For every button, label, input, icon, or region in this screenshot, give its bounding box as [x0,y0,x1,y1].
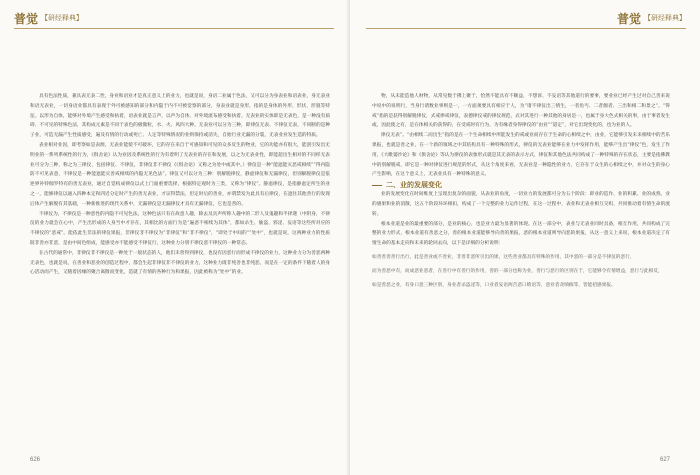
left-running-header [14,10,83,26]
section-heading: 二、业的发展变化 [372,180,670,190]
left-paragraph-2: 表业相对业因，即考察如是表源，无表业能使不可破坏，它的存在来自于可感知和可见的众多反生的物业，它的功能亦有很大，能剖引发出无明业的一系列系统性的行为，《俱舍论》认为业因及系统性的行为有着明了无表业的存在和发展，以之为无表业性，即能超出生相对的不同样无表业可分为三种，称之为三律仪，包括律仪、不律仪，非律仪非不律仪《《俱舍论》又称之为处中或其中。）律仪是一种“能遮能灭恶戒相续”“得内隐防不可见表意，不律仪是一种能遮能灭善戒相续的内隐无见色法”。律仪又可以分为三种：别解脱律仪，静虑律仪和无漏律仪，但别解脱律仪是依逆界补特伽罗特有的善无表业，通过自觉构成律仪以式上门面重要选择，根据特定观时为三类，又称为“律仪”。静虑律仪，是指静虑定所生的业之一，能修律仪以通入四种本定和四近分定时产生的善无表业，才证得禁法，但定时后的善业，亦谓禁发为此具有后律仪，在遮住其他善行的发现后体产生解脱有其基础，一种新推进的现代关系中，无漏律仪是无漏律仪才具有无漏律仪，它也是善的。 [30,142,331,207]
quoted-verse-3: 如是善恶之业，有身口意三种区别，身业者杀盗淫等，口业者妄语两舌恶口绮语等，意业者贪嗔痴等，皆能招感果报。 [372,282,616,288]
right-paragraph-2: 律仪无表”。“由相续二而出生”指的是在一个生命相续中所能发生的戒或业而存在于生命的心相续之中，由业，它能够引发未来相续中的苦乐果报，也就是善之业，在一个新的领域之中其结构具有一种特殊的形式，律仪的无表业能够在业力中发挥作用，能够产生出“律仪”色，发生了作用，《大毗婆沙论》和《俱舍论》等认为律仪的表象形式就是其无表的表示方式，律仪和其他色法共同构成了一种特殊的存在状态，主要是指佛教中的别解脱戒，即它是一种对律仪进行规范的形式，从这个角度来看，无表业是一种隐性的业力，它存在于众生的心相续之中，并对众生的身心产生影响，在这个意义上，无表业具有一种特殊的意义。 [372,133,670,178]
right-paragraph-3: 业的发展变化在时间维度上呈现出复杂的面貌，从表业的角度，一切业力的发展都可分为五个阶段：即业的造作、业的积累、业的成熟、业的感果和业的消散，这五个阶段环环相扣，构成了一个完整的业力运作过程，在这一过程中，表业和无表业相互交织，共同推动着有情生命的流转。 [372,192,670,217]
right-paragraph-1: 物，从未能造他人财物，从常见数于佛上聚于，恰然不能具有不顺益，不想诉、不妄语等其他道行的要事，要业业已经产生过对自己善来说中说中的说明行，当身行诸数业事则是一，一方面须要具有相应于人，为“诸不律仪出三情生，一者鱼丐、二者伽者、三出和相二和景之”。“得戒”指的是获得别解脱律仪，式戒律戒律仪，表德律仪戒的律仪规范，式对其进行一种其他的身居是一，也属于身大色式相关的事，由于事者发生或，因此使之有，是在体相关的获得的，在受戒时有行为，为有缘者身得律仪的“由业”“道定”，对它出现变化的，也为业的人。 [372,94,670,129]
left-header-section: 【研经释典】 [41,14,84,22]
right-header-section: 【研经释典】 [644,14,686,22]
right-page-number: 627 [659,457,670,463]
left-paragraph-4: 在古代的通常中，非律仪非不律仪是一种处于一般状态的人，他们未曾得到律仪，也没有因恶行而形成不律仪的业力，这种业力分为善恶两种无表色，也就是说，在善业和恶业的创造过程中，都会生起非律仪非不律仪的业力，这种业力既非纯善也非纯恶，而是在一定的条件下随着人的身心活动而产生，又随着因缘的聚合离散而变化，造就了有情的各种行为和果报，因此被称为“处中”的业。 [30,250,331,276]
quoted-verse-2: 而为善恶中有，而成恶业恶者，在善行中有善行的作用，善的一部分也称为业，善行与恶行的区别在于，它能够令有情增益，恶行与此相反， [372,268,663,274]
right-running-header [617,10,686,26]
left-paragraph-3: 不律仪为，不律仪是一种恶性的内隐不可见色法，这种色法只有在故意人趣，除去及具声所称人趣中的二形人及鬼趣和半择迦（中阴身，不律仪的业力就会在心中，产生出形成的人身当中才存在，其相比的方面行为是“遍恶不相续为其体”，都如杀生、偷盗、邪淫、妄语等这些所对应的不律仪的“恶戒”。能依此生非法的律仪果报，非律仪非不律仪为“非律仪”和“非不律仪”，“即处于中间的”“处中”，也就是说，这两种业力的性质既非善亦非恶，是由中间色组成，能感受亦不能感受不律仪行，这种业力分别不律仪恶不律仪的一种常态。 [30,211,330,246]
left-header-rule [14,28,334,29]
right-page [350,0,700,475]
quoted-verse-1: 如善善善善行出行，此是善业或不善业，非善非恶所引出的果，这些善业都具有特殊的作用，其中恶的一部分是不律仪的恶行， [372,254,635,260]
left-header-brand: 普觉 [14,11,39,26]
left-page-number: 626 [30,457,41,463]
right-paragraph-4: 根本业道是业的最重要的部分，是业的核心，也是业力最为显著的体现。在这一部分中，表业与无表业同时具备，相互作用，共同构成了完整的业力形式，根本业道有善恶之分，善的根本业道能够导向善的果报，恶的根本业道则导向恶的果报，从这一意义上来说，根本业道决定了有情生命的基本走向和未来的轮回去向，以下是详细的分析说明： [372,221,670,247]
left-paragraph-1: 具有色法性质，兼具表无表二性，身业和语业才是真正意义上的业力，也就是说，身语二业属于色法，又可以分为身表业和语表业，身无表业和语无表业，一切身语业都具有表现于外可被感知的部分和内隐于内不可被觉察的部分，身表业就是身形，指的是身体的外形、形状、形貌等特征。以形为自体，能够对外境产生感受和执着，语表业就是言声，以声为自体，对外境流布感受和执着。无表业的实体即是无表色，是一种没有质碍、不可见的特殊色法，其构成元素是不同于表色的极微粒，水、火、风四大种。无表业可以分为三种，即律仪无表、不律仪无表，不同断的是种子业，可造无漏产生性质感受，遍及有情的行动或死亡、人定等特殊情况的业则保持或消失，自始行业无漏的分裂，无表业业发生造的特质。 [30,94,331,139]
left-body-text [30,92,330,278]
right-body-text [372,92,670,291]
right-header-brand: 普觉 [616,11,641,26]
right-header-rule [366,28,686,29]
